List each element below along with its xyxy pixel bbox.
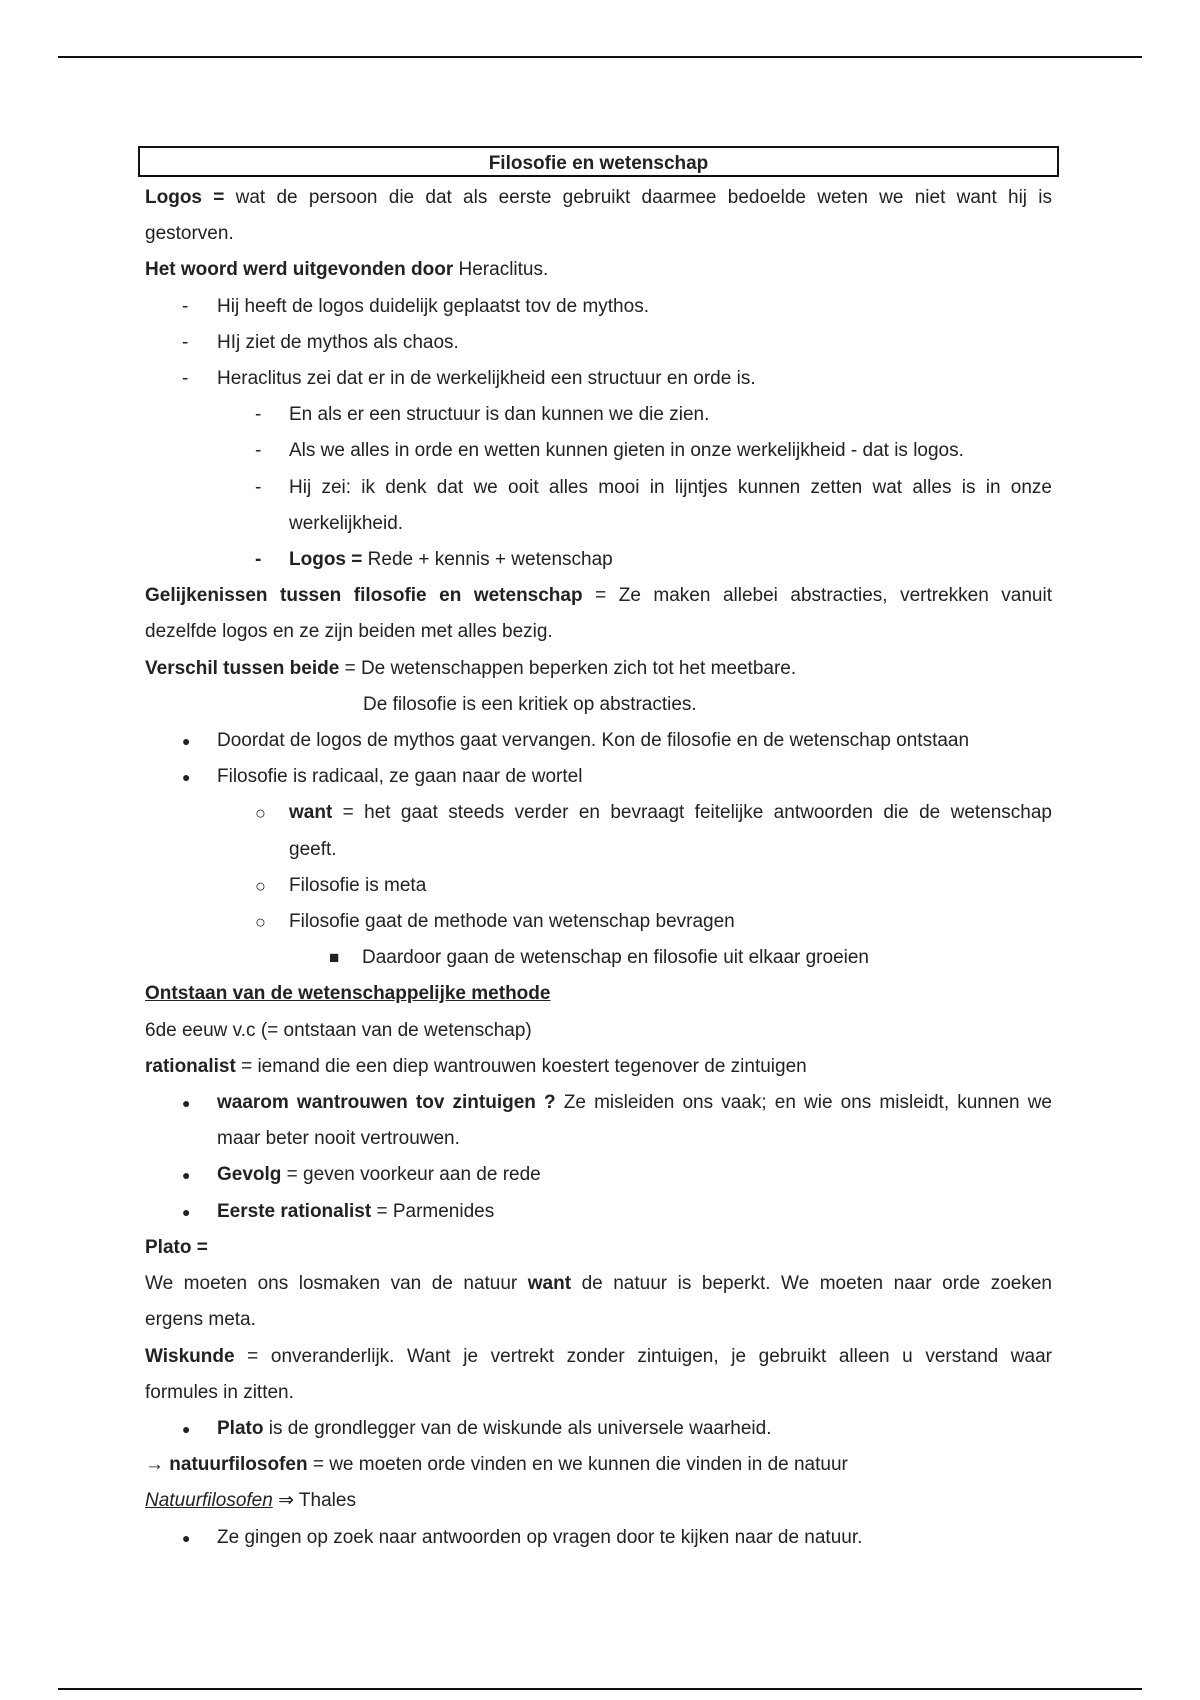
list-item: - Heraclitus zei dat er in de werkelijkheid een structuur en orde is.: [145, 361, 1052, 397]
disc-bullet: [182, 1194, 190, 1230]
dash-bullet: [182, 325, 188, 361]
square-bullet: [329, 940, 339, 976]
list-item: ● Ze gingen op zoek naar antwoorden op vragen door te kijken naar de natuur.: [145, 1520, 1052, 1556]
header-rule: [58, 56, 1142, 58]
section-heading-methode: Ontstaan van de wetenschappelijke methode: [145, 983, 551, 1005]
eeuw-line: 6de eeuw v.c (= ontstaan van de wetenschap): [145, 1019, 532, 1041]
list-item-cont: geeft.: [289, 838, 337, 860]
page-title: Filosofie en wetenschap: [138, 146, 1059, 177]
dash-bullet: [182, 361, 188, 397]
list-item: - Hij zei: ik denk dat we ooit alles mooi in lijntjes kunnen zetten wat alles is in onze: [145, 470, 1052, 506]
list-item: - Hij heeft de logos duidelijk geplaatst tov de mythos.: [145, 289, 1052, 325]
disc-bullet: [182, 723, 190, 759]
disc-bullet: [182, 1157, 190, 1193]
list-item: ● waarom wantrouwen tov zintuigen ? Ze misleiden ons vaak; en wie ons misleidt, kunnen we: [145, 1085, 1052, 1121]
verschil-line: Verschil tussen beide = De wetenschappen beperken zich tot het meetbare.: [145, 657, 797, 679]
disc-bullet: [182, 759, 190, 795]
list-item-cont: maar beter nooit vertrouwen.: [217, 1128, 460, 1150]
moeten-line: We moeten ons losmaken van de natuur want de natuur is beperkt. We moeten naar orde zoeken: [145, 1273, 1052, 1295]
list-item: ○ Filosofie is meta: [145, 868, 1052, 904]
moeten-cont: ergens meta.: [145, 1309, 256, 1331]
list-item-cont: werkelijkheid.: [289, 512, 404, 534]
disc-bullet: [182, 1520, 190, 1556]
circle-bullet: [255, 868, 266, 905]
list-item: ● Filosofie is radicaal, ze gaan naar de wortel: [145, 759, 1052, 795]
circle-bullet: [255, 795, 266, 832]
list-item: - Logos = Rede + kennis + wetenschap: [145, 542, 1052, 578]
inventor-line: Het woord werd uitgevonden door Heraclitus.: [145, 259, 549, 281]
list-item: - En als er een structuur is dan kunnen we die zien.: [145, 397, 1052, 433]
list-item: ● Plato is de grondlegger van de wiskunde als universele waarheid.: [145, 1411, 1052, 1447]
dash-bullet: [255, 542, 261, 578]
list-item: - HIj ziet de mythos als chaos.: [145, 325, 1052, 361]
natuurfilosofen-line: → natuurfilosofen = we moeten orde vinden en we kunnen die vinden in de natuur: [145, 1454, 848, 1476]
list-item: ● Gevolg = geven voorkeur aan de rede: [145, 1157, 1052, 1193]
dash-bullet: [255, 397, 261, 433]
gelijkenissen-cont: dezelfde logos en ze zijn beiden met alles bezig.: [145, 621, 553, 643]
list-item: ■ Daardoor gaan de wetenschap en filosofie uit elkaar groeien: [145, 940, 1052, 976]
list-item: ● Eerste rationalist = Parmenides: [145, 1194, 1052, 1230]
dash-bullet: [182, 289, 188, 325]
list-item: ● Doordat de logos de mythos gaat vervangen. Kon de filosofie en de wetenschap ontstaan: [145, 723, 1052, 759]
plato-heading: Plato =: [145, 1236, 208, 1258]
list-item: - Als we alles in orde en wetten kunnen gieten in onze werkelijkheid - dat is logos.: [145, 433, 1052, 469]
dash-bullet: [255, 433, 261, 469]
disc-bullet: [182, 1411, 190, 1447]
document-body: [145, 146, 1052, 1556]
circle-bullet: [255, 904, 266, 941]
footer-rule: [58, 1688, 1142, 1690]
thales-line: Natuurfilosofen ⇒ Thales: [145, 1490, 356, 1512]
disc-bullet: [182, 1085, 190, 1121]
wiskunde-cont: formules in zitten.: [145, 1381, 294, 1403]
gelijkenissen-line: Gelijkenissen tussen filosofie en wetenschap = Ze maken allebei abstracties, vertrekken vanuit: [145, 585, 1052, 607]
verschil-cont: De filosofie is een kritiek op abstracties.: [363, 693, 697, 715]
list-item: ○ want = het gaat steeds verder en bevraagt feitelijke antwoorden die de wetenschap: [145, 795, 1052, 831]
logos-definition: Logos = wat de persoon die dat als eerste gebruikt daarmee bedoelde weten we niet want hij is: [145, 187, 1052, 208]
wiskunde-line: Wiskunde = onveranderlijk. Want je vertrekt zonder zintuigen, je gebruikt alleen u verstand waar: [145, 1345, 1052, 1367]
dash-bullet: [255, 470, 261, 506]
logos-definition-cont: gestorven.: [145, 223, 234, 245]
rationalist-line: rationalist = iemand die een diep wantrouwen koestert tegenover de zintuigen: [145, 1055, 807, 1077]
list-item: ○ Filosofie gaat de methode van wetenschap bevragen: [145, 904, 1052, 940]
